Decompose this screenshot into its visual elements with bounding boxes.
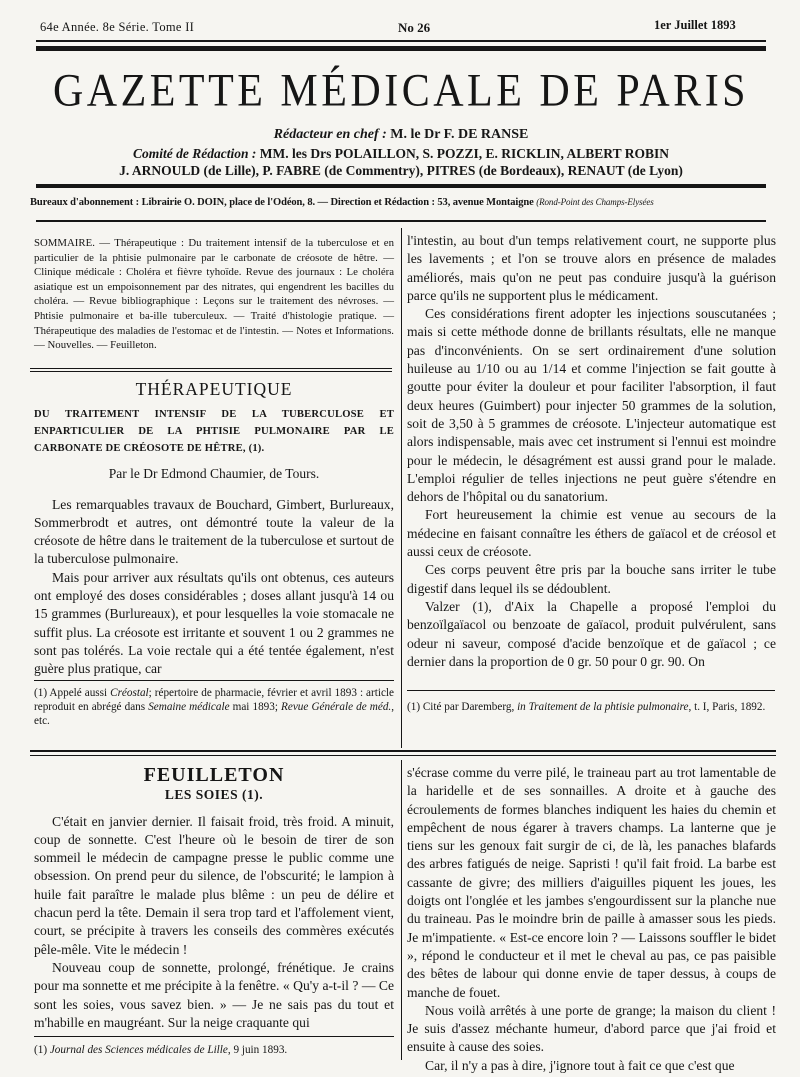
editor-line [36, 127, 766, 143]
footnote-left [34, 686, 394, 728]
paragraph: l'intestin, au bout d'un temps relativement court, ne supporte plus les lavements ; et l'on se trouve alors en présence de malades améliorés, mais qu'on ne peut pas conduire jusqu'à la guérison parce qu'ils ne supportent plus le médicament. [407, 233, 776, 303]
header-rule-mid [36, 184, 766, 188]
footnote-italic: Journal des Sciences médicales de Lille [49, 1044, 228, 1056]
footnote-rule [407, 690, 775, 691]
section-title: THÉRAPEUTIQUE [135, 379, 293, 399]
footnote-rule [34, 680, 394, 681]
committee-label: Comité de Rédaction : [133, 146, 257, 161]
left-column-upper [34, 236, 394, 353]
bureaux-text: Bureaux d'abonnement : Librairie O. DOIN, place de l'Odéon, 8. — Direction et Rédaction : 53, avenue Montaigne [30, 197, 534, 208]
issue-number: No 26 [398, 20, 431, 35]
footnote-italic: Revue Générale de méd. [281, 701, 392, 713]
footnote-rule [34, 1036, 394, 1037]
footnote-text: mai 1893; [232, 701, 278, 713]
sommaire-rule [30, 368, 392, 369]
footnote-italic: Semaine médicale [148, 701, 230, 713]
header-rule-top [36, 40, 766, 42]
article-byline: Par le Dr Edmond Chaumier, de Tours. [108, 466, 320, 482]
article-subtitle: DU TRAITEMENT INTENSIF DE LA TUBERCULOSE ET ENPARTICULIER DE LA PHTISIE PULMONAIRE PAR LE CARBONATE DE CRÉOSOTE DE HÊTRE, (1). [34, 409, 394, 455]
footnote-text: (1) Cité par Daremberg, [407, 701, 515, 713]
paragraph: Ces considérations firent adopter les injections souscutanées ; mais si cette méthode donne de brillants résultats, elle ne manque pas d'inconvénients. On se sert ordinairement d'une solution huileuse au 1/10 ou au 1/14 et comme l'injection se fait goutte à goutte pour éviter la douleur et pour faciliter l'absorption, il faut deux heures (Guimbert) pour injecter 50 grammes de la solution, soit de 3,50 à 5 grammes de créosote. L'injecteur automatique est alors indispensable, mais avec cet instrument si l'ennui est moindre pour le médecin, le désagrément est aussi grand pour le malade. L'emploi régulier de telles injections ne peut guère s'étendre en dehors de l'hôpital ou du sanatorium. [407, 306, 776, 505]
footnote-text: (1) [34, 1044, 48, 1056]
paragraph: s'écrase comme du verre pilé, le traineau part au trot lamentable de la haridelle et de ses sonnailles. A droite et à gauche des écroulements de formes blanches indiquent les haies du chemin et empêchent de nous égarer à travers champs. La lanterne que je tiens sur les genoux fait surgir de ci, de là, les panaches blafards des arbres fatigués de neige. Sapristi ! qu'il fait froid. La barbe est cassante de givre; des milliers d'aiguilles piquent les joues, les doigts ont l'onglée et les jambes s'engourdissent sur la planche nue du traineau. Pas le moindre brin de paille à amasser sous les pieds. Je m'impatiente. « Est-ce encore loin ? — Laissons souffler le bidet », répond le conducteur et il met le cheval au pas, ce pas paisible des bêtes de labour qui donne envie de taper dessus, à coups de manche de fouet. [407, 765, 776, 1000]
footnote-feuilleton [34, 1043, 394, 1057]
bureaux-note: (Rond-Point des Champs-Elysées [536, 197, 654, 207]
footnote-italic: Créostal [110, 687, 149, 699]
paragraph: Ces corps peuvent être pris par la bouche sans irriter le tube digestif dans lequel ils se dédoublent. [407, 562, 776, 596]
bureaux-line [30, 197, 770, 208]
footnote-text: , t. I, Paris, 1892. [688, 701, 766, 713]
column-separator [401, 760, 402, 1060]
footnote-right [407, 700, 776, 714]
committee-members-1: MM. les Drs POLAILLON, S. POZZI, E. RICKLIN, ALBERT ROBIN [259, 146, 669, 161]
feuilleton-right [407, 764, 776, 1075]
editor-name: M. le Dr F. DE RANSE [390, 127, 529, 142]
feuilleton-left [34, 766, 394, 1032]
footnote-text: , 9 juin 1893. [227, 1044, 288, 1056]
paragraph: Nous voilà arrêtés à une porte de grange; la maison du client ! Je suis d'assez méchante humeur, d'abord parce que j'ai froid et ensuite à cause des soies. [407, 1002, 776, 1055]
sommaire-rule-2 [30, 371, 392, 372]
footnote-text: , etc. [34, 701, 395, 727]
masthead-title: GAZETTE MÉDICALE DE PARIS [52, 65, 750, 117]
footnote-text: ; répertoire de pharmacie, février et avril 1893 : article reproduit en abrégé dans [34, 687, 394, 713]
paragraph: Nouveau coup de sonnette, prolongé, frénétique. Je crains pour ma sonnette et me précipite à la fenêtre. « Qu'y a-t-il ? — Ce sont les soies, vous savez bien. » — Je ne sais pas du tout et m'habille en maugréant. Sur la neige craquante qui [34, 959, 394, 1030]
paragraph: Car, il n'y a pas à dire, j'ignore tout à fait ce que c'est que [425, 1057, 735, 1073]
paragraph: Fort heureusement la chimie est venue au secours de la médecine en faisant connaître les éthers de gaïacol et de créosol et aussi ceux de créosote. [407, 507, 776, 560]
header-rule-bottom [36, 220, 766, 222]
footnote-text: (1) Appelé aussi [34, 687, 108, 699]
therapeutique-article [34, 380, 394, 679]
sommaire: SOMMAIRE. — Thérapeutique : Du traitement intensif de la tuberculose et en particulier de la phtisie pulmonaire par le carbonate de créosote de hêtre. — Clinique médicale : Choléra et fièvre tyhoïde. Revue des journaux : Le choléra asiatique est un empoisonnement par des nitrates, qui engendrent les bacilles du choléra. — Revue bibliographique : Leçons sur le traitement des névroses. — Phtisie pulmonaire et ba‑ille tuberculeux. — Traité d'histologie pratique. — Thérapeutique des maladies de l'estomac et de l'intestin. — Notes et Informations. — Nouvelles. — Feuilleton. [34, 237, 394, 352]
feuilleton-title: FEUILLETON [143, 764, 285, 786]
header-rule-thick [36, 46, 766, 51]
paragraph: Mais pour arriver aux résultats qu'ils ont obtenus, ces auteurs ont employé des doses considérables ; doses allant jusqu'à 14 ou 15 grammes (Burlureaux), et pour lesquelles la voie stomacale ne suffit plus. La créosote est irritante et souvent 1 ou 2 grammes ne sont pas tolérés. La voie rectale qui a été tentée également, n'est guère plus pratique, car [34, 569, 394, 677]
feuilleton-rule-2 [30, 755, 776, 756]
paragraph: C'était en janvier dernier. Il faisait froid, très froid. A minuit, coup de sonnette. C'est l'heure où le besoin de tirer de son sommeil le médecin de campagne presse le public comme une obsession. On prend peur du silence, de l'obscurité; le lampion à huile fait paraître le malade plus blême : un peu de délire et chacun perd la tête. Demain il sera trop tard et l'affolement vient, court, se précipite à travers les conseils des commères exécutés pêle-mêle. Vite le médecin ! [34, 813, 394, 957]
paragraph: Les remarquables travaux de Bouchard, Gimbert, Burlureaux, Sommerbrodt et autres, ont démontré toute la valeur de la créosote de hêtre dans le traitement de la tuberculose et surtout de la tuberculose pulmonaire. [34, 496, 394, 567]
issue-date: 1er Juillet 1893 [654, 18, 736, 32]
footnote-italic: in Traitement de la phtisie pulmonaire [517, 701, 689, 713]
right-column-upper [407, 232, 776, 671]
committee-line1 [36, 146, 766, 162]
committee-line2: J. ARNOULD (de Lille), P. FABRE (de Commentry), PITRES (de Bordeaux), RENAUT (de Lyon) [119, 163, 683, 178]
feuilleton-subtitle: LES SOIES (1). [164, 787, 264, 803]
column-separator [401, 228, 402, 748]
paragraph: Valzer (1), d'Aix la Chapelle a proposé l'emploi du benzoïlgaïacol ou benzoate de gaïacol, produit pulvérulent, sans odeur ni saveur, composé d'acide benzoïque et de gaïacol ; ce dernier dans la proportion de 0 gr. 50 pour 0 gr. 90. On [407, 598, 776, 669]
feuilleton-rule [30, 750, 776, 752]
volume-info: 64e Année. 8e Série. Tome II [40, 20, 195, 34]
editor-label: Rédacteur en chef : [273, 127, 387, 142]
